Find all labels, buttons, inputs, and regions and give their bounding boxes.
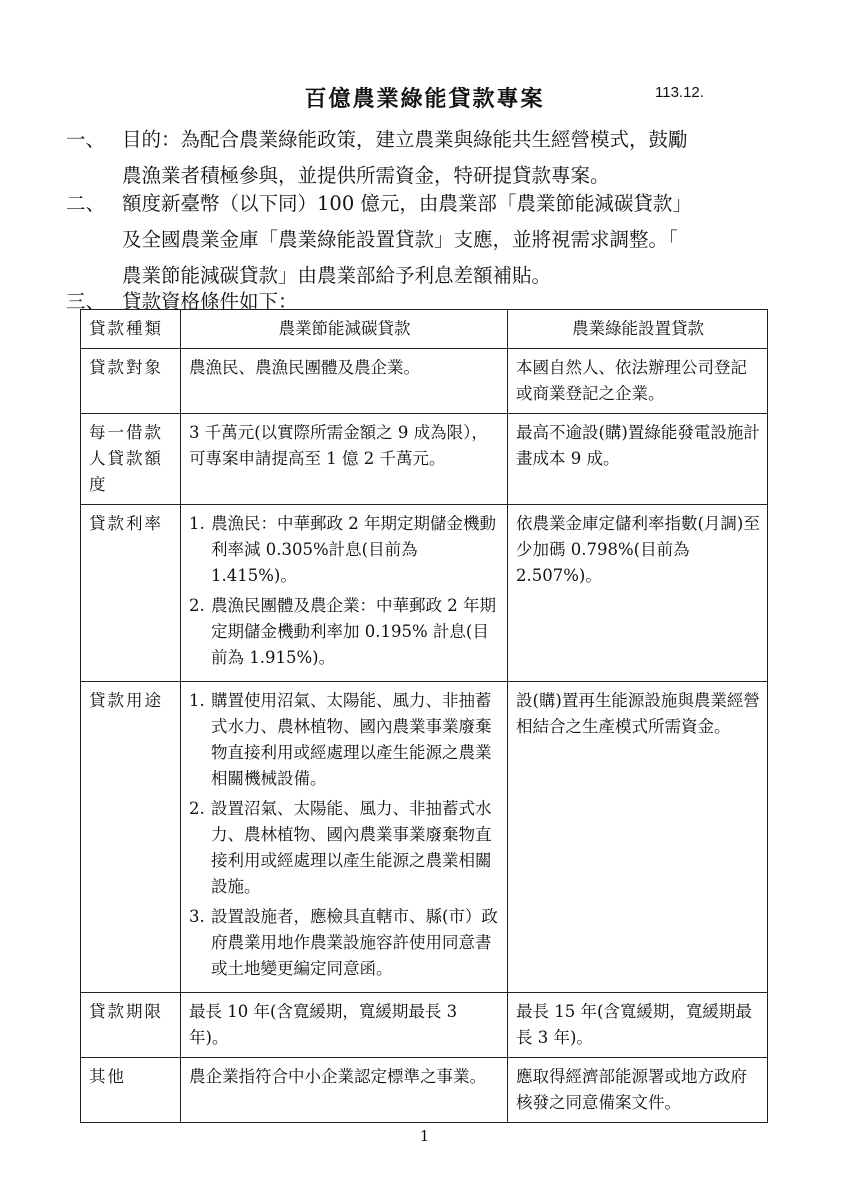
row-label: 貸款用途 bbox=[81, 682, 181, 993]
row-label: 其他 bbox=[81, 1058, 181, 1123]
list-item bbox=[189, 796, 500, 900]
table-cell: 農企業指符合中小企業認定標準之事業。 bbox=[181, 1058, 508, 1123]
table-cell: 應取得經濟部能源署或地方政府核發之同意備案文件。 bbox=[508, 1058, 768, 1123]
section-line: 及全國農業金庫「農業綠能設置貸款」支應，並將視需求調整。「 bbox=[122, 228, 678, 251]
header-loan-type: 貸款種類 bbox=[81, 310, 181, 349]
section-line: 貸款資格條件如下： bbox=[122, 290, 298, 313]
section-line: 農漁業者積極參與，並提供所需資金，特研提貸款專案。 bbox=[122, 164, 610, 187]
table-cell: 本國自然人、依法辦理公司登記或商業登記之企業。 bbox=[508, 349, 768, 414]
list-item-text: 農漁民：中華郵政 2 年期定期儲金機動利率減 0.305%計息(目前為 1.415%)。 bbox=[211, 514, 496, 585]
table-cell: 最長 10 年(含寬緩期，寬緩期最長 3 年)。 bbox=[181, 993, 508, 1058]
header-green-energy-loan: 農業綠能設置貸款 bbox=[508, 310, 768, 349]
list-item-text: 設置設施者，應檢具直轄市、縣(市）政府農業用地作農業設施容許使用同意書或土地變更編定同意函。 bbox=[211, 907, 498, 978]
list-item-number: 3. bbox=[189, 907, 205, 926]
document-title: 百億農業綠能貸款專案 bbox=[304, 87, 545, 112]
row-label: 貸款期限 bbox=[81, 993, 181, 1058]
table-cell: 最高不逾設(購)置綠能發電設施計畫成本 9 成。 bbox=[508, 414, 768, 505]
list-item bbox=[189, 904, 500, 982]
table-row bbox=[81, 682, 768, 993]
row-label: 貸款對象 bbox=[81, 349, 181, 414]
page-number: 1 bbox=[419, 1127, 430, 1145]
table-row bbox=[81, 414, 768, 505]
list-item-number: 2. bbox=[189, 799, 205, 818]
numbered-list bbox=[189, 688, 500, 982]
list-item bbox=[189, 511, 500, 589]
list-item-number: 1. bbox=[189, 691, 205, 710]
section-marker: 二、 bbox=[66, 192, 106, 215]
table-cell: 3 千萬元(以實際所需金額之 9 成為限），可專案申請提高至 1 億 2 千萬元。 bbox=[181, 414, 508, 505]
section-line: 額度新臺幣（以下同）100 億元，由農業部「農業節能減碳貸款」 bbox=[122, 192, 692, 215]
section-amount bbox=[66, 186, 786, 294]
table-cell: 依農業金庫定儲利率指數(月調)至少加碼 0.798%(目前為 2.507%)。 bbox=[508, 505, 768, 682]
document-date: 113.12. bbox=[655, 84, 704, 101]
list-item bbox=[189, 593, 500, 671]
list-item-number: 1. bbox=[189, 514, 205, 533]
section-line: 目的：為配合農業綠能政策，建立農業與綠能共生經營模式，鼓勵 bbox=[122, 128, 688, 151]
header-energy-saving-loan: 農業節能減碳貸款 bbox=[181, 310, 508, 349]
table-cell: 最長 15 年(含寬緩期，寬緩期最長 3 年)。 bbox=[508, 993, 768, 1058]
list-item-number: 2. bbox=[189, 596, 205, 615]
table-row bbox=[81, 1058, 768, 1123]
section-marker: 三、 bbox=[66, 290, 106, 313]
table-header-row bbox=[81, 310, 768, 349]
section-line: 農業節能減碳貸款」由農業部給予利息差額補貼。 bbox=[122, 264, 552, 287]
table-row bbox=[81, 993, 768, 1058]
list-item-text: 農漁民團體及農企業：中華郵政 2 年期定期儲金機動利率加 0.195% 計息(目前為 1.915%)。 bbox=[211, 596, 496, 667]
table-cell: 設(購)置再生能源設施與農業經營相結合之生產模式所需資金。 bbox=[508, 682, 768, 993]
section-marker: 一、 bbox=[66, 128, 106, 151]
section-purpose bbox=[66, 122, 786, 194]
table-row bbox=[81, 505, 768, 682]
loan-conditions-table bbox=[80, 309, 768, 1123]
row-label: 貸款利率 bbox=[81, 505, 181, 682]
row-label: 每一借款人貸款額度 bbox=[81, 414, 181, 505]
table-row bbox=[81, 349, 768, 414]
table-cell bbox=[181, 505, 508, 682]
table-cell: 農漁民、農漁民團體及農企業。 bbox=[181, 349, 508, 414]
list-item-text: 購置使用沼氣、太陽能、風力、非抽蓄式水力、農林植物、國內農業事業廢棄物直接利用或經處理以產生能源之農業相關機械設備。 bbox=[211, 691, 492, 788]
table-cell bbox=[181, 682, 508, 993]
list-item bbox=[189, 688, 500, 792]
numbered-list bbox=[189, 511, 500, 671]
list-item-text: 設置沼氣、太陽能、風力、非抽蓄式水力、農林植物、國內農業事業廢棄物直接利用或經處理以產生能源之農業相關設施。 bbox=[211, 799, 492, 896]
